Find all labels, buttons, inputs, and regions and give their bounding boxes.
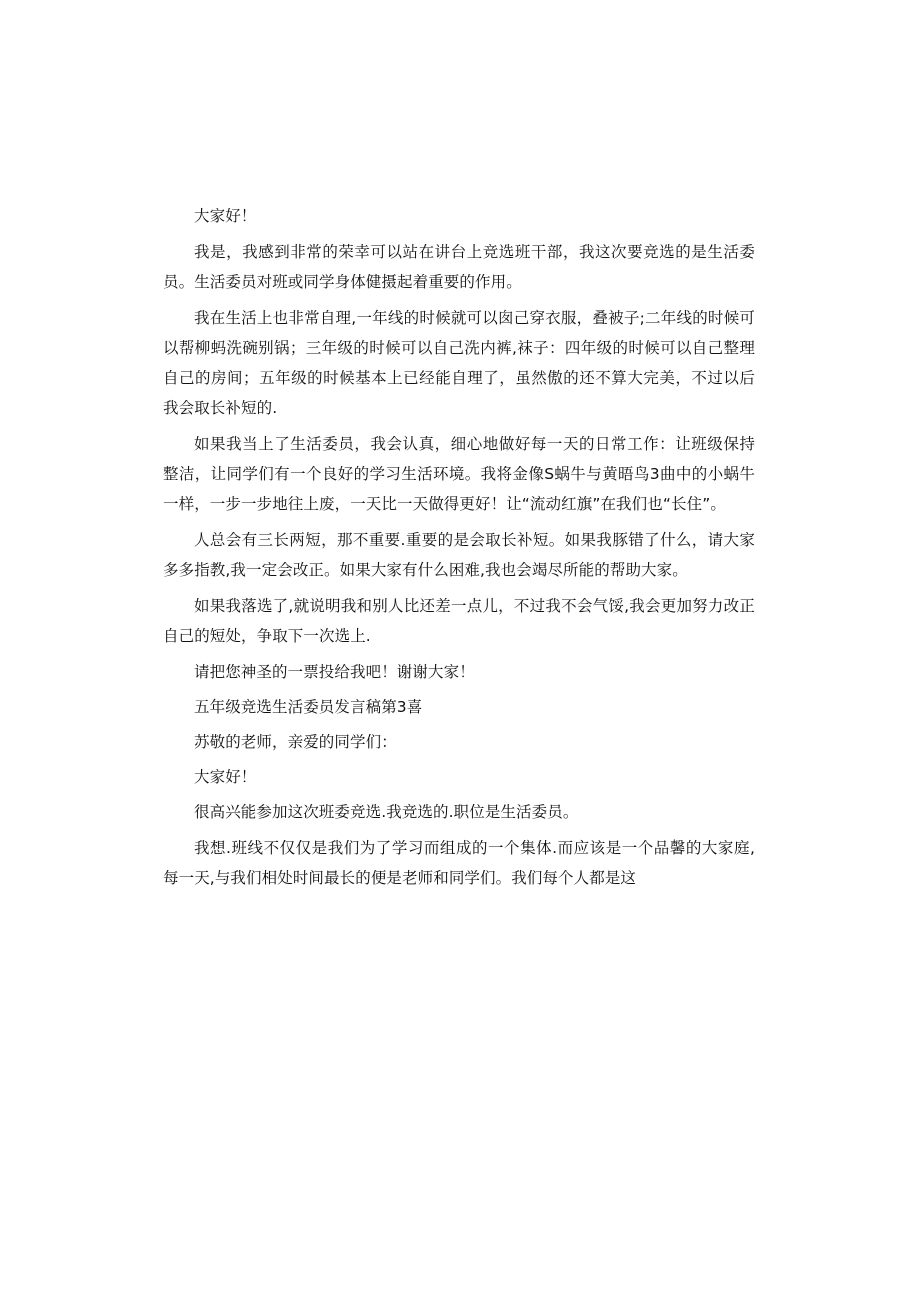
section-heading: 五年级竞选生活委员发言稿第3喜: [194, 698, 423, 716]
paragraph-self-care: 我在生活上也非常自理,一年线的时候就可以囱己穿衣服，叠被子;二年线的时候可以帮柳蚂洗碗别锅；三年级的时候可以自己洗内裤,袜子：四年级的时候可以自己整理自己的房间；五年级的时候基本上已经能自理了，虽然傲的还不算大完美，不过以后我会取长补短的.: [163, 309, 755, 417]
document-body: [163, 201, 755, 899]
paragraph-salutation: 苏敬的老师，亲爱的同学们：: [194, 733, 397, 751]
paragraph-duties: 如果我当上了生活委员，我会认真，细心地做好每一天的日常工作：让班级保持整洁，让同学们有一个良好的学习生活环境。我将金像S蜗牛与黄晤鸟3曲中的小蜗牛一样，一步一步地往上废，一天比一天做得更好！让“流动红旗”在我们也“长住”。: [163, 435, 755, 513]
paragraph-greeting-2: 大家好！: [194, 768, 257, 786]
paragraph-greeting: 大家好！: [194, 207, 257, 225]
paragraph-intro: 我是，我感到非常的荣幸可以站在讲台上竞选班干部，我这次要竞选的是生活委员。生活委员对班或同学身体健摄起着重要的作用。: [163, 243, 755, 291]
paragraph-if-lose: 如果我落选了,就说明我和别人比还差一点儿，不过我不会气馁,我会更加努力改正自己的短处，争取下一次选上.: [163, 597, 755, 645]
paragraph-class-family: 我想.班线不仅仅是我们为了学习而组成的一个集体.而应该是一个品馨的大家庭,每一天,与我们相处时间最长的便是老师和同学们。我们每个人都是这: [163, 839, 755, 887]
paragraph-position: 很高兴能参加这次班委竞选.我竞选的.职位是生活委员。: [194, 803, 579, 821]
paragraph-strengths: 人总会有三长两短，那不重要.重要的是会取长补短。如果我豚错了什么，请大家多多指教,我一定会改正。如果大家有什么困难,我也会竭尽所能的帮助大家。: [163, 531, 755, 579]
paragraph-vote-request: 请把您神圣的一票投给我吧！谢谢大家！: [194, 663, 475, 681]
